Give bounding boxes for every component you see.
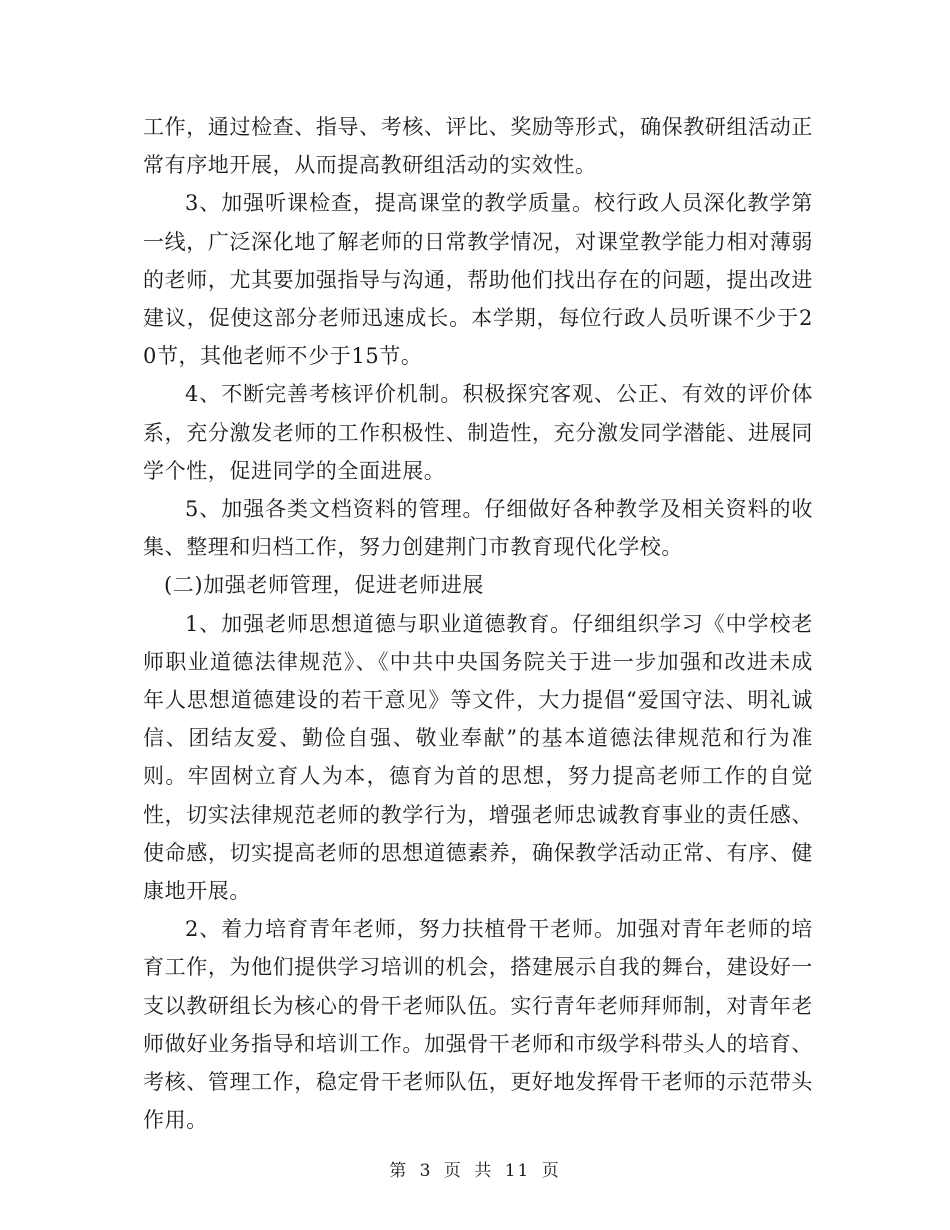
document-body	[143, 108, 813, 1139]
paragraph-listening-inspection: 3、加强听课检查，提高课堂的教学质量。校行政人员深化教学第一线，广泛深化地了解老师的日常教学情况，对课堂教学能力相对薄弱的老师，尤其要加强指导与沟通，帮助他们找出存在的问题，提出改进建议，促使这部分老师迅速成长。本学期，每位行政人员听课不少于20节，其他老师不少于15节。	[143, 191, 813, 369]
paragraph-document-management: 5、加强各类文档资料的管理。仔细做好各种教学及相关资料的收集、整理和归档工作，努力创建荆门市教育现代化学校。	[143, 497, 813, 560]
paragraph-continuation: 工作，通过检查、指导、考核、评比、奖励等形式，确保教研组活动正常有序地开展，从而提高教研组活动的实效性。	[143, 115, 813, 178]
page-number-footer: 第 3 页 共 11 页	[389, 1161, 561, 1181]
paragraph-young-teachers: 2、着力培育青年老师，努力扶植骨干老师。加强对青年老师的培育工作，为他们提供学习培训的机会，搭建展示自我的舞台，建设好一支以教研组长为核心的骨干老师队伍。实行青年老师拜师制，对青年老师做好业务指导和培训工作。加强骨干老师和市级学科带头人的培育、考核、管理工作，稳定骨干老师队伍，更好地发挥骨干老师的示范带头作用。	[143, 917, 813, 1133]
paragraph-evaluation-mechanism: 4、不断完善考核评价机制。积极探究客观、公正、有效的评价体系，充分激发老师的工作积极性、制造性，充分激发同学潜能、进展同学个性，促进同学的全面进展。	[143, 382, 813, 483]
section-heading-teacher-management: (二)加强老师管理，促进老师进展	[164, 573, 484, 598]
paragraph-ethics-education: 1、加强老师思想道德与职业道德教育。仔细组织学习《中学校老师职业道德法律规范》、《中共中央国务院关于进一步加强和改进未成年人思想道德建设的若干意见》等文件，大力提倡“爱国守法、明礼诚信、团结友爱、勤俭自强、敬业奉献”的基本道德法律规范和行为准则。牢固树立育人为本，德育为首的思想，努力提高老师工作的自觉性，切实法律规范老师的教学行为，增强老师忠诚教育事业的责任感、使命感，切实提高老师的思想道德素养，确保教学活动正常、有序、健康地开展。	[143, 611, 813, 904]
